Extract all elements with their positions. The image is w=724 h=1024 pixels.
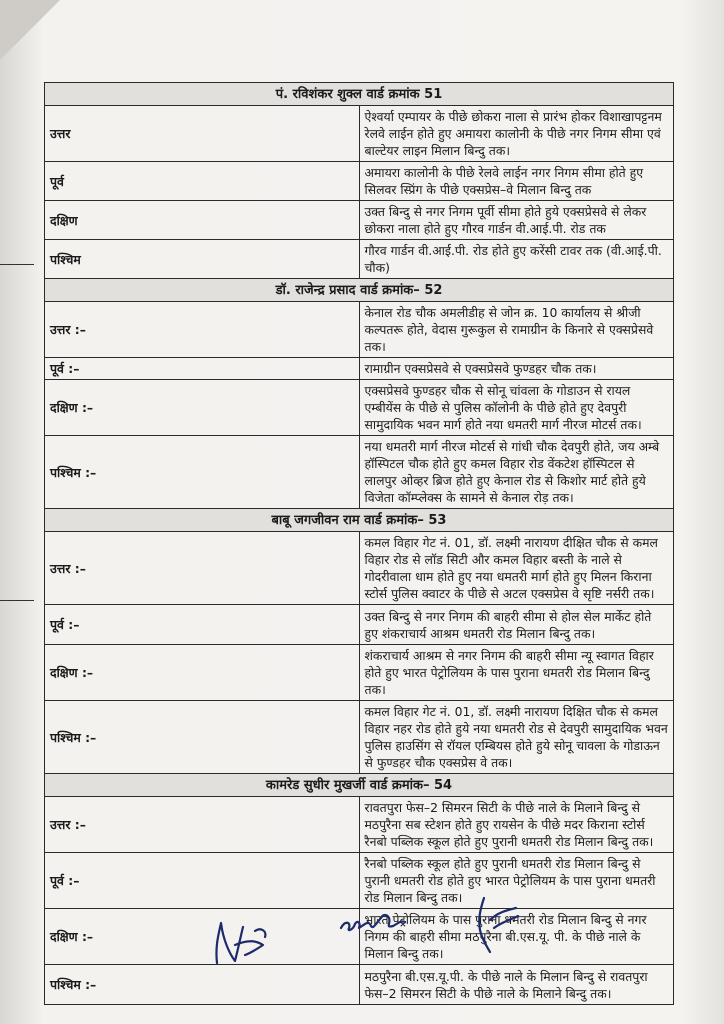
- signature-1: [205, 905, 285, 975]
- ward-heading-row: [45, 509, 674, 532]
- boundary-text: उक्त बिन्दु से नगर निगम की बाहरी सीमा से होल सेल मार्केट होते हुए शंकराचार्य आश्रम धमतरी रोड मिलान बिन्दु तक।: [359, 605, 674, 645]
- direction-label: पश्चिम: [45, 240, 360, 279]
- direction-label: पूर्व :–: [45, 358, 360, 380]
- boundary-text: नया धमतरी मार्ग नीरज मोटर्स से गांधी चौक देवपुरी होते, जय अम्बे हॉस्पिटल चौक होते हुए कमल विहार रोड वेंकटेश हॉस्पिटल से लालपुर ओव्हर ब्रिज होते हुए केनाल रोड से किशोर मार्ट होते हुये विजेता कॉम्प्लेक्स के सामने से केनाल रोड़ तक।: [359, 436, 674, 509]
- boundary-text: केनाल रोड चौक अमलीडीह से जोन क्र. 10 कार्यालय से श्रीजी कल्पतरू होते, वेदास गुरूकुल से रामाग्रीन के किनारे से एक्सप्रेसवे तक।: [359, 302, 674, 358]
- direction-label: दक्षिण: [45, 201, 360, 240]
- ward-heading-row: [45, 279, 674, 302]
- direction-label: उत्तर :–: [45, 797, 360, 853]
- direction-label: पश्चिम :–: [45, 965, 360, 1005]
- direction-label: उत्तर: [45, 106, 360, 162]
- ward-heading: पं. रविशंकर शुक्ल वार्ड क्रमांक 51: [45, 83, 674, 106]
- boundary-row: [45, 436, 674, 509]
- boundary-text: एक्सप्रेसवे फुण्डहर चौक से सोनू चांवला के गोडाउन से रायल एम्बीयेंस के पीछे से पुलिस कॉलोनी के पीछे होते हुए देवपुरी सामुदायिक भवन मार्ग होते नया धमतरी मार्ग नीरज मोटर्स तक।: [359, 380, 674, 436]
- boundary-text: गौरव गार्डन वी.आई.पी. रोड होते हुए करेंसी टावर तक (वी.आई.पी. चौक): [359, 240, 674, 279]
- direction-label: उत्तर :–: [45, 532, 360, 605]
- direction-label: दक्षिण :–: [45, 380, 360, 436]
- signature-3: [460, 890, 540, 960]
- direction-label: उत्तर :–: [45, 302, 360, 358]
- direction-label: पश्चिम :–: [45, 701, 360, 774]
- signature-2: [335, 900, 415, 940]
- boundary-text: ऐश्वर्या एम्पायर के पीछे छोकरा नाला से प्रारंभ होकर विशाखापट्टनम रेलवे लाईन होते हुए अमायरा कालोनी के पीछे नगर निगम सीमा एवं बाल्टेयर लाइन मिलान बिन्दु तक।: [359, 106, 674, 162]
- ward-heading: डॉ. राजेन्द्र प्रसाद वार्ड क्रमांक– 52: [45, 279, 674, 302]
- direction-label: पूर्व: [45, 162, 360, 201]
- ward-heading-row: [45, 83, 674, 106]
- margin-mark: [0, 600, 34, 601]
- boundary-row: [45, 302, 674, 358]
- boundary-text: रैनबो पब्लिक स्कूल होते हुए पुरानी धमतरी रोड मिलान बिन्दु से पुरानी धमतरी रोड होते हुए भारत पेट्रोलियम के पास पुराना धमतरी रोड मिलान बिन्दु तक।: [359, 853, 674, 909]
- page-corner-fold: [0, 0, 60, 60]
- boundary-text: उक्त बिन्दु से नगर निगम पूर्वी सीमा होते हुये एक्सप्रेसवे से लेकर छोकरा नाला होते हुए गौरव गार्डन वी.आई.पी. रोड तक: [359, 201, 674, 240]
- margin-mark: [0, 264, 34, 265]
- boundary-text: रामाग्रीन एक्सप्रेसवे से एक्सप्रेसवे फुण्डहर चौक तक।: [359, 358, 674, 380]
- boundary-row: [45, 240, 674, 279]
- boundary-text: शंकराचार्य आश्रम से नगर निगम की बाहरी सीमा न्यू स्वागत विहार होते हुए भारत पेट्रोलियम के पास पुराना धमतरी रोड मिलान बिन्दु तक।: [359, 645, 674, 701]
- direction-label: पूर्व :–: [45, 605, 360, 645]
- boundary-row: [45, 965, 674, 1005]
- direction-label: पश्चिम :–: [45, 436, 360, 509]
- ward-heading: कामरेड सुधीर मुखर्जी वार्ड क्रमांक– 54: [45, 774, 674, 797]
- direction-label: दक्षिण :–: [45, 645, 360, 701]
- boundary-row: [45, 532, 674, 605]
- boundary-row: [45, 605, 674, 645]
- boundary-text: कमल विहार गेट नं. 01, डॉ. लक्ष्मी नारायण दीक्षित चौक से कमल विहार रोड से लॉड सिटी और कमल विहार बस्ती के नाले से गोदरीवाला धाम होते हुए नया धमतरी मार्ग होते हुए मिलन किराना स्टोर्स पुलिस क्वाटर के पीछे से अटल एक्सप्रेस वे सृष्टि नर्सरी तक।: [359, 532, 674, 605]
- boundary-row: [45, 358, 674, 380]
- direction-label: दक्षिण :–: [45, 909, 360, 965]
- direction-label: पूर्व :–: [45, 853, 360, 909]
- boundary-text: अमायरा कालोनी के पीछे रेलवे लाईन नगर निगम सीमा होते हुए सिलवर स्प्रिंग के पीछे एक्सप्रेस–वे मिलान बिन्दु तक: [359, 162, 674, 201]
- boundary-text: रावतपुरा फेस–2 सिमरन सिटी के पीछे नाले के मिलाने बिन्दु से मठपुरैना सब स्टेशन होते हुए रायसेन के पीछे मदर किराना स्टोर्स रैनबो पब्लिक स्कूल होते हुए पुरानी धमतरी रोड मिलान बिन्दु तक।: [359, 797, 674, 853]
- boundary-row: [45, 106, 674, 162]
- boundary-text: भारत पेट्रोलियम के पास पुराना धमतरी रोड मिलान बिन्दु से नगर निगम की बाहरी सीमा मठपुरैना बी.एस.यू. पी. के पीछे नाले के मिलान बिन्दु तक।: [359, 909, 674, 965]
- ward-heading: बाबू जगजीवन राम वार्ड क्रमांक– 53: [45, 509, 674, 532]
- boundary-row: [45, 645, 674, 701]
- boundary-text: मठपुरैना बी.एस.यू.पी. के पीछे नाले के मिलान बिन्दु से रावतपुरा फेस–2 सिमरन सिटी के पीछे नाले के मिलाने बिन्दु तक।: [359, 965, 674, 1005]
- boundary-text: कमल विहार गेट नं. 01, डॉ. लक्ष्मी नारायण दिक्षित चौक से कमल विहार नहर रोड होते हुये नया धमतरी रोड से देवपुरी सामुदायिक भवन पुलिस हाउसिंग से रॉयल एम्बियस होते हुये सोनू चावला के गोडाऊन से फुण्डहर चौक एक्सप्रेस वे तक।: [359, 701, 674, 774]
- boundary-row: [45, 380, 674, 436]
- boundary-row: [45, 797, 674, 853]
- ward-heading-row: [45, 774, 674, 797]
- boundary-row: [45, 201, 674, 240]
- boundary-row: [45, 701, 674, 774]
- ward-boundary-table: [44, 82, 674, 1005]
- boundary-row: [45, 162, 674, 201]
